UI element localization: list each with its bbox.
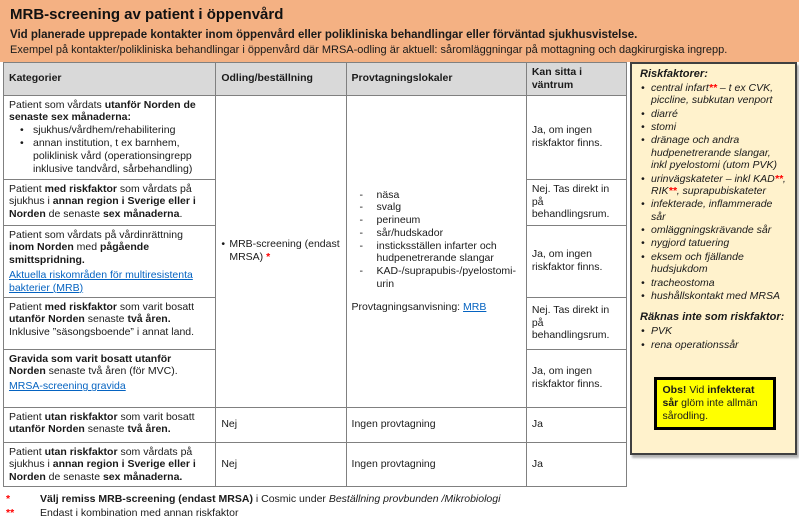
table-header-row [4,63,627,96]
text-run: Nej [221,457,238,470]
footnote [6,492,799,506]
text-run: urinvägskateter – inkl KAD [651,172,775,185]
header-subtitle: Vid planerade upprepade kontakter inom öppenvård eller polikliniska behandlingar eller förväntad sjukhusvistelse. [10,29,638,41]
text-run: , suprapubiskateter [676,184,767,197]
non-risk-item [640,325,789,337]
riskfaktorer-box [630,62,797,455]
vantrum-cell [526,95,626,179]
text-run: de senaste [45,471,103,484]
footnote-marker: ** [6,507,15,520]
link-mrsa-screening-gravida[interactable]: MRSA-screening gravida [9,380,126,393]
text-run: omläggningskrävande sår [651,224,772,237]
text-run: de senaste [45,208,103,221]
risk-item [640,134,789,171]
text-run: Inklusive ”säsongsboende” i annat land. [9,326,195,339]
category-cell [4,225,216,297]
category-text [9,229,210,267]
vantrum-cell [526,225,626,297]
footnotes [6,492,799,520]
text-run: Beställning provbunden /Mikrobiologi [328,492,501,505]
text-run: som vårdats på sjukhus i [9,445,193,471]
category-cell [4,442,216,486]
text-run: sex månaderna. [102,471,183,484]
footnote-text [40,492,500,506]
lokaler-merged-cell [346,95,526,407]
riskbox-title: Riskfaktorer: [640,68,708,80]
content-area [3,62,799,487]
text-run: Ja, om ingen riskfaktor finns. [531,248,603,274]
lokaler-cell [346,407,526,442]
category-cell [4,407,216,442]
category-cell [4,179,216,225]
lokal-item [352,189,521,202]
text-run: Nej [221,418,238,431]
text-run: pågående smittspridning. [9,241,150,267]
text-run: som varit bosatt [116,300,195,313]
risk-item [640,237,789,249]
header-band [0,0,799,62]
text-run: PVK [651,325,673,338]
lokal-item [352,214,521,227]
text-run: Ja [531,457,543,470]
vantrum-cell [526,179,626,225]
text-run: perineum [376,214,421,227]
risk-item [640,251,789,276]
risk-item [640,173,789,198]
risk-item [640,108,789,120]
text-run: ** [774,172,783,185]
text-run: utanför Norden de senaste sex månaderna: [9,98,196,124]
lokal-item [352,265,521,291]
text-run: annan region i Sverige eller i Norden [9,458,196,484]
text-run: med [73,241,101,254]
column-header-provtagningslokaler: Provtagningslokaler [346,63,526,96]
lokaler-cell [346,442,526,486]
text-run: Patient [9,410,45,423]
category-cell [4,95,216,179]
text-run: Ja, om ingen riskfaktor finns. [531,365,603,391]
header-example-line: Exempel på kontakter/polikliniska behandlingar i öppenvård där MRSA-odling är aktuell: såromläggningar på mottagning och dagkirurgiska ingrepp. [10,44,728,56]
text-run: Patient som vårdats på vårdinrättning [9,228,183,241]
obs-note [654,377,776,430]
risk-item [640,224,789,236]
provtagningsanvisning-note [352,301,521,314]
category-link [9,380,210,393]
screening-table [3,62,627,487]
vantrum-cell [526,297,626,349]
link-provtagningsanvisning-mrb[interactable]: MRB [463,300,487,313]
footnote-marker: * [6,492,11,505]
odling-cell [216,442,346,486]
category-bullet [9,137,210,175]
text-run: Nej. Tas direkt in på behandlingsrum. [531,182,610,221]
text-run: utanför Norden [9,423,85,436]
text-run: infekterat sår [662,384,755,410]
category-text [9,353,210,379]
text-run: senaste två åren (för MVC). [45,365,178,378]
page-title: MRB-screening av patient i öppenvård [10,6,284,23]
column-header-vantrum: Kan sitta i väntrum [526,63,626,96]
text-run: . [179,208,183,221]
text-run: Patient [9,445,45,458]
text-run: annan institution, t ex barnhem, poliklinisk vård (operationsingrepp inklusive tandvård, sårbehandling) [33,136,193,175]
text-run: näsa [376,188,400,201]
text-run: med riskfaktor [44,182,117,195]
risk-item [640,198,789,223]
non-risk-item [640,339,789,351]
text-run: rena operationssår [651,338,739,351]
text-run: KAD-/suprapubis-/pyelostomi-urin [376,265,516,291]
text-run: utanför Norden [9,313,85,326]
odling-merged-cell [216,95,346,407]
link-aktuella-riskomraden-mrb[interactable]: Aktuella riskområden för multiresistenta bakterier (MRB) [9,268,193,294]
text-run: med riskfaktor [44,300,117,313]
text-run: i Cosmic under [252,492,329,505]
text-run: Patient som vårdats [9,98,105,111]
column-header-kategorier: Kategorier [4,63,216,96]
text-run: Välj remiss MRB-screening (endast MRSA) [40,492,253,505]
category-text [9,301,210,327]
text-run: Endast i kombination med annan riskfaktor [40,507,239,520]
risk-item [640,290,789,302]
text-run: hushållskontakt med MRSA [651,289,780,302]
category-note [9,326,210,339]
lokal-item [352,227,521,240]
text-run: utan riskfaktor [44,410,118,423]
text-run: Provtagningsanvisning: [351,300,464,313]
text-run: Patient [9,182,45,195]
category-cell [4,349,216,407]
risk-item [640,277,789,289]
text-run: tracheostoma [651,276,715,289]
text-run: MRB-screening (endast MRSA) [229,238,340,264]
text-run: annan region i Sverige eller i Norden [9,195,196,221]
text-run: stomi [651,121,677,134]
text-run: Patient [9,300,45,313]
category-bullet [9,124,210,137]
category-link [9,269,210,295]
vantrum-cell [526,442,626,486]
text-run: svalg [376,201,402,214]
text-run: inom Norden [9,241,74,254]
lokal-item [352,240,521,266]
text-run: Ja [531,418,543,431]
text-run: Gravida som varit bosatt utanför Norden [9,352,172,378]
category-text [9,99,210,125]
text-run: * [266,251,271,264]
text-run: central infart [651,81,709,94]
text-run: Vid [686,384,708,397]
text-run: sjukhus/vårdhem/rehabilitering [33,124,176,137]
risk-item [640,121,789,133]
text-run: – t ex CVK, piccline, subkutan venport [651,81,773,107]
text-run: två åren. [127,313,171,326]
footnote-text [40,506,238,520]
text-run: utan riskfaktor [44,445,118,458]
text-run: diarré [651,107,678,120]
table-row [4,442,627,486]
text-run: , RIK [651,172,786,197]
text-run: två åren. [127,423,171,436]
text-run: nygjord tatuering [651,237,730,250]
text-run: ** [668,184,677,197]
text-run: Nej. Tas direkt in på behandlingsrum. [531,303,610,342]
table-row [4,95,627,179]
text-run: eksem och fjällande hudsjukdom [651,250,744,276]
text-run: Ingen provtagning [351,457,436,470]
text-run: glöm inte allmän sårodling. [662,397,758,423]
risk-item [640,82,789,107]
vantrum-cell [526,407,626,442]
text-run: som vårdats på sjukhus i [9,182,192,208]
text-run: som varit bosatt [117,410,195,423]
text-run: senaste [84,313,128,326]
text-run: sex månaderna [102,208,180,221]
text-run: Ja, om ingen riskfaktor finns. [531,124,603,150]
text-run: dränage och andra hudpenetrerande slangar, inkl pyelostomi (utom PVK) [651,134,778,172]
odling-text [221,238,340,264]
table-row [4,407,627,442]
vantrum-cell [526,349,626,407]
text-run: insticksställen infarter och hudpenetrerande slangar [376,239,497,265]
lokal-item [352,201,521,214]
text-run: sår/hudskador [376,226,444,239]
footnote [6,506,799,520]
odling-cell [216,407,346,442]
riskbox-subtitle: Räknas inte som riskfaktor: [640,311,785,324]
text-run: Obs! [662,384,687,397]
text-run: ** [708,81,717,94]
text-run: Ingen provtagning [351,418,436,431]
column-header-odling: Odling/beställning [216,63,346,96]
text-run: senaste [84,423,128,436]
category-cell [4,297,216,349]
text-run: infekterade, inflammerade sår [651,198,773,223]
